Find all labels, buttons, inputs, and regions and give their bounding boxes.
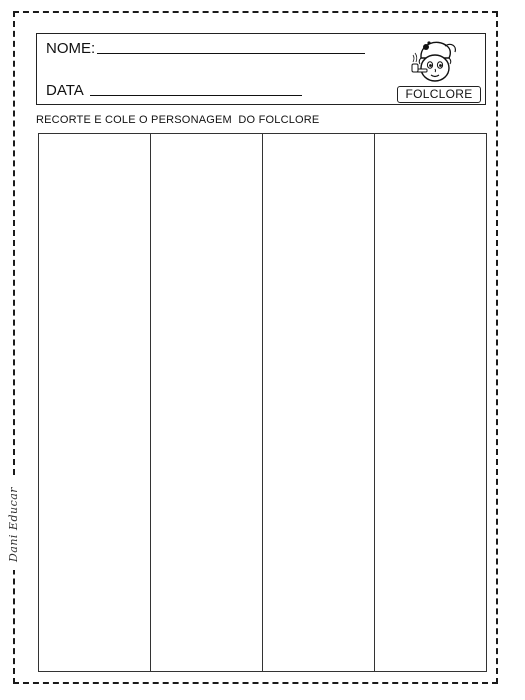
watermark-text: Dani Educar — [7, 486, 21, 562]
grid-column-2[interactable] — [151, 134, 263, 671]
date-label: DATA — [46, 82, 84, 99]
watermark — [4, 478, 24, 570]
name-field — [46, 40, 365, 57]
grid-column-4[interactable] — [375, 134, 486, 671]
grid-column-3[interactable] — [263, 134, 375, 671]
instruction-text: RECORTE E COLE O PERSONAGEM DO FOLCLORE — [36, 114, 320, 126]
name-label: NOME: — [46, 40, 96, 57]
header-box — [36, 33, 486, 105]
saci-character-icon — [407, 36, 459, 88]
grid-column-1[interactable] — [39, 134, 151, 671]
folclore-badge: FOLCLORE — [397, 86, 481, 103]
date-line[interactable] — [90, 94, 302, 96]
cut-paste-grid — [38, 133, 487, 672]
name-line[interactable] — [97, 52, 365, 54]
date-field — [46, 82, 302, 99]
